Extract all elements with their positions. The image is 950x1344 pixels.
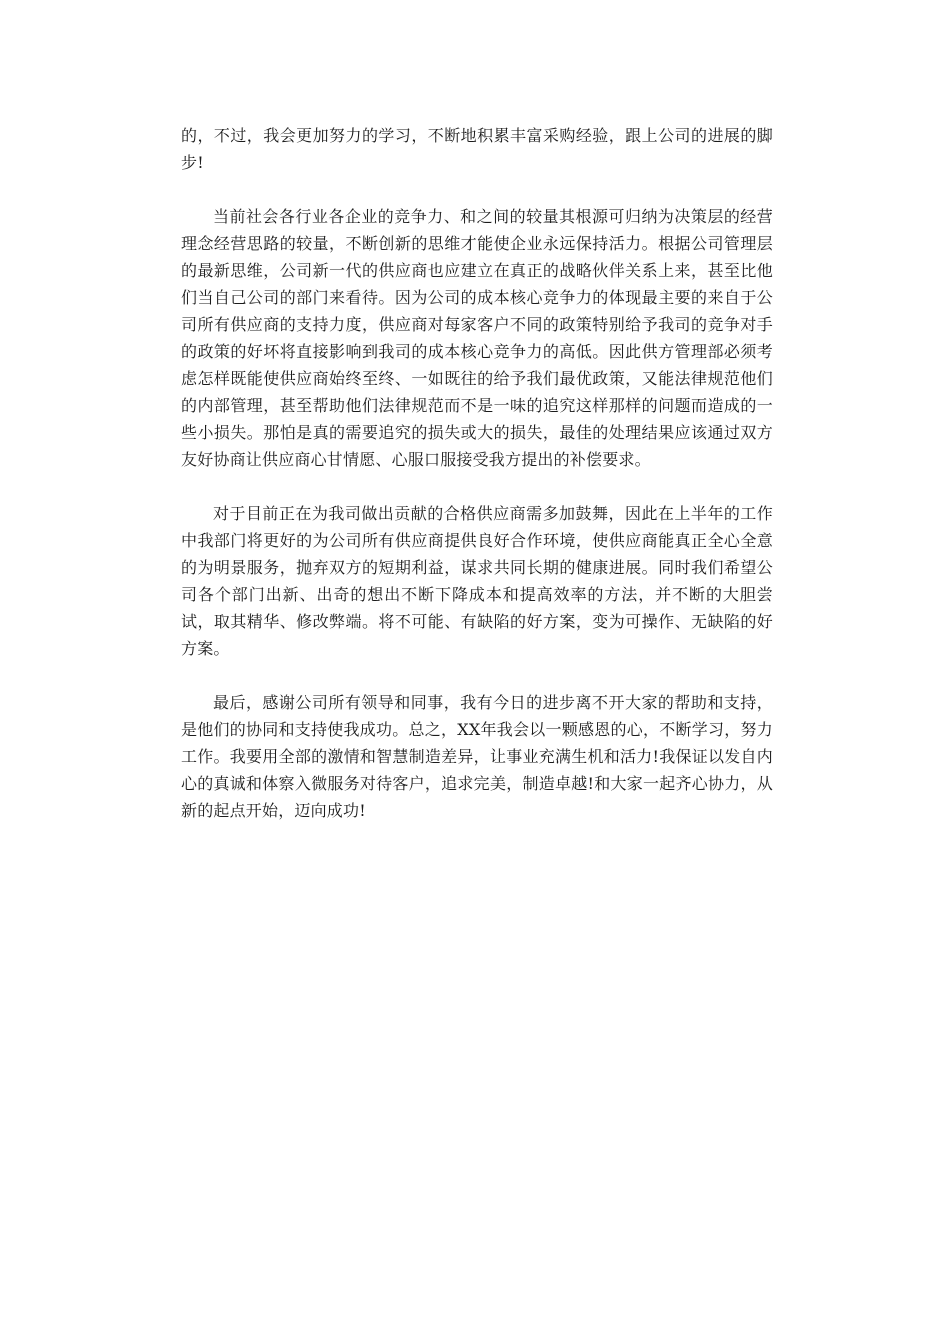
- paragraph-supplier-plan: 对于目前正在为我司做出贡献的合格供应商需多加鼓舞，因此在上半年的工作中我部门将更好的为公司所有供应商提供良好合作环境，使供应商能真正全心全意的为明景服务，抛弃双方的短期利益，谋求共同长期的健康进展。同时我们希望公司各个部门出新、出奇的想出不断下降成本和提高效率的方法，并不断的大胆尝试，取其精华、修改弊端。将不可能、有缺陷的好方案，变为可操作、无缺陷的好方案。: [181, 504, 773, 658]
- paragraph-competitiveness: 当前社会各行业各企业的竞争力、和之间的较量其根源可归纳为决策层的经营理念经营思路的较量，不断创新的思维才能使企业永远保持活力。根据公司管理层的最新思维，公司新一代的供应商也应建立在真正的战略伙伴关系上来，甚至比他们当自己公司的部门来看待。因为公司的成本核心竞争力的体现最主要的来自于公司所有供应商的支持力度，供应商对每家客户不同的政策特别给予我司的竞争对手的政策的好坏将直接影响到我司的成本核心竞争力的高低。因此供方管理部必须考虑怎样既能使供应商始终至终、一如既往的给予我们最优政策，又能法律规范他们的内部管理，甚至帮助他们法律规范而不是一味的追究这样那样的问题而造成的一些小损失。那怕是真的需要追究的损失或大的损失，最佳的处理结果应该通过双方友好协商让供应商心甘情愿、心服口服接受我方提出的补偿要求。: [181, 207, 773, 469]
- paragraph-continuation: 的，不过，我会更加努力的学习，不断地积累丰富采购经验，跟上公司的进展的脚步!: [181, 126, 773, 172]
- document-body: [181, 122, 773, 824]
- paragraph-closing: 最后，感谢公司所有领导和同事，我有今日的进步离不开大家的帮助和支持，是他们的协同和支持使我成功。总之，XX年我会以一颗感恩的心，不断学习，努力工作。我要用全部的激情和智慧制造差异，让事业充满生机和活力!我保证以发自内心的真诚和体察入微服务对待客户，追求完美，制造卓越!和大家一起齐心协力，从新的起点开始，迈向成功!: [181, 693, 773, 820]
